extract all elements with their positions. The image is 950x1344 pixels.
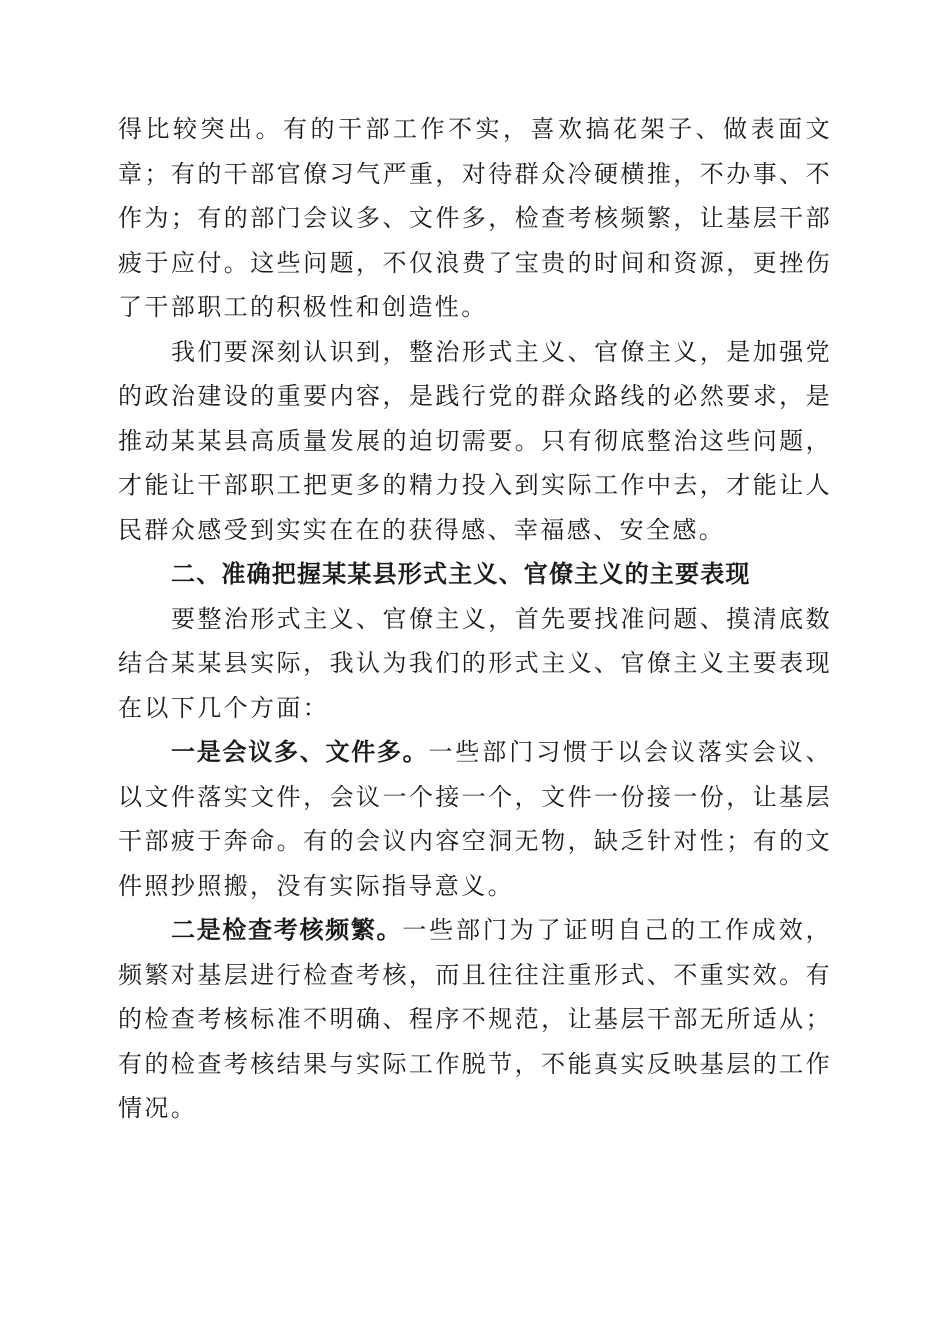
point-1-lead: 一是会议多、文件多。 [171,738,429,766]
document-body [118,107,832,1131]
point-2-lead: 二是检查考核频繁。 [171,916,403,944]
paragraph-point-1 [118,730,832,908]
paragraph-intro: 要整治形式主义、官僚主义，首先要找准问题、摸清底数结合某某县实际，我认为我们的形式主义、官僚主义主要表现在以下几个方面： [118,604,832,722]
paragraph-significance: 我们要深刻认识到，整治形式主义、官僚主义，是加强党的政治建设的重要内容，是践行党的群众路线的必然要求，是推动某某县高质量发展的迫切需要。只有彻底整治这些问题，才能让干部职工把更多的精力投入到实际工作中去，才能让人民群众感受到实实在在的获得感、幸福感、安全感。 [118,337,832,544]
point-2-text: 一些部门为了证明自己的工作成效，频繁对基层进行检查考核，而且往往注重形式、不重实效。有的检查考核标准不明确、程序不规范，让基层干部无所适从；有的检查考核结果与实际工作脱节，不能真实反映基层的工作情况。 [118,916,832,1122]
paragraph-point-2 [118,908,832,1131]
point-1-text: 一些部门习惯于以会议落实会议、以文件落实文件，会议一个接一个，文件一份接一份，让基层干部疲于奔命。有的会议内容空洞无物，缺乏针对性；有的文件照抄照搬，没有实际指导意义。 [118,738,833,900]
paragraph-continued: 得比较突出。有的干部工作不实，喜欢搞花架子、做表面文章；有的干部官僚习气严重，对待群众冷硬横推，不办事、不作为；有的部门会议多、文件多，检查考核频繁，让基层干部疲于应付。这些问题，不仅浪费了宝贵的时间和资源，更挫伤了干部职工的积极性和创造性。 [118,115,832,321]
section-heading-2: 二、准确把握某某县形式主义、官僚主义的主要表现 [171,560,751,588]
